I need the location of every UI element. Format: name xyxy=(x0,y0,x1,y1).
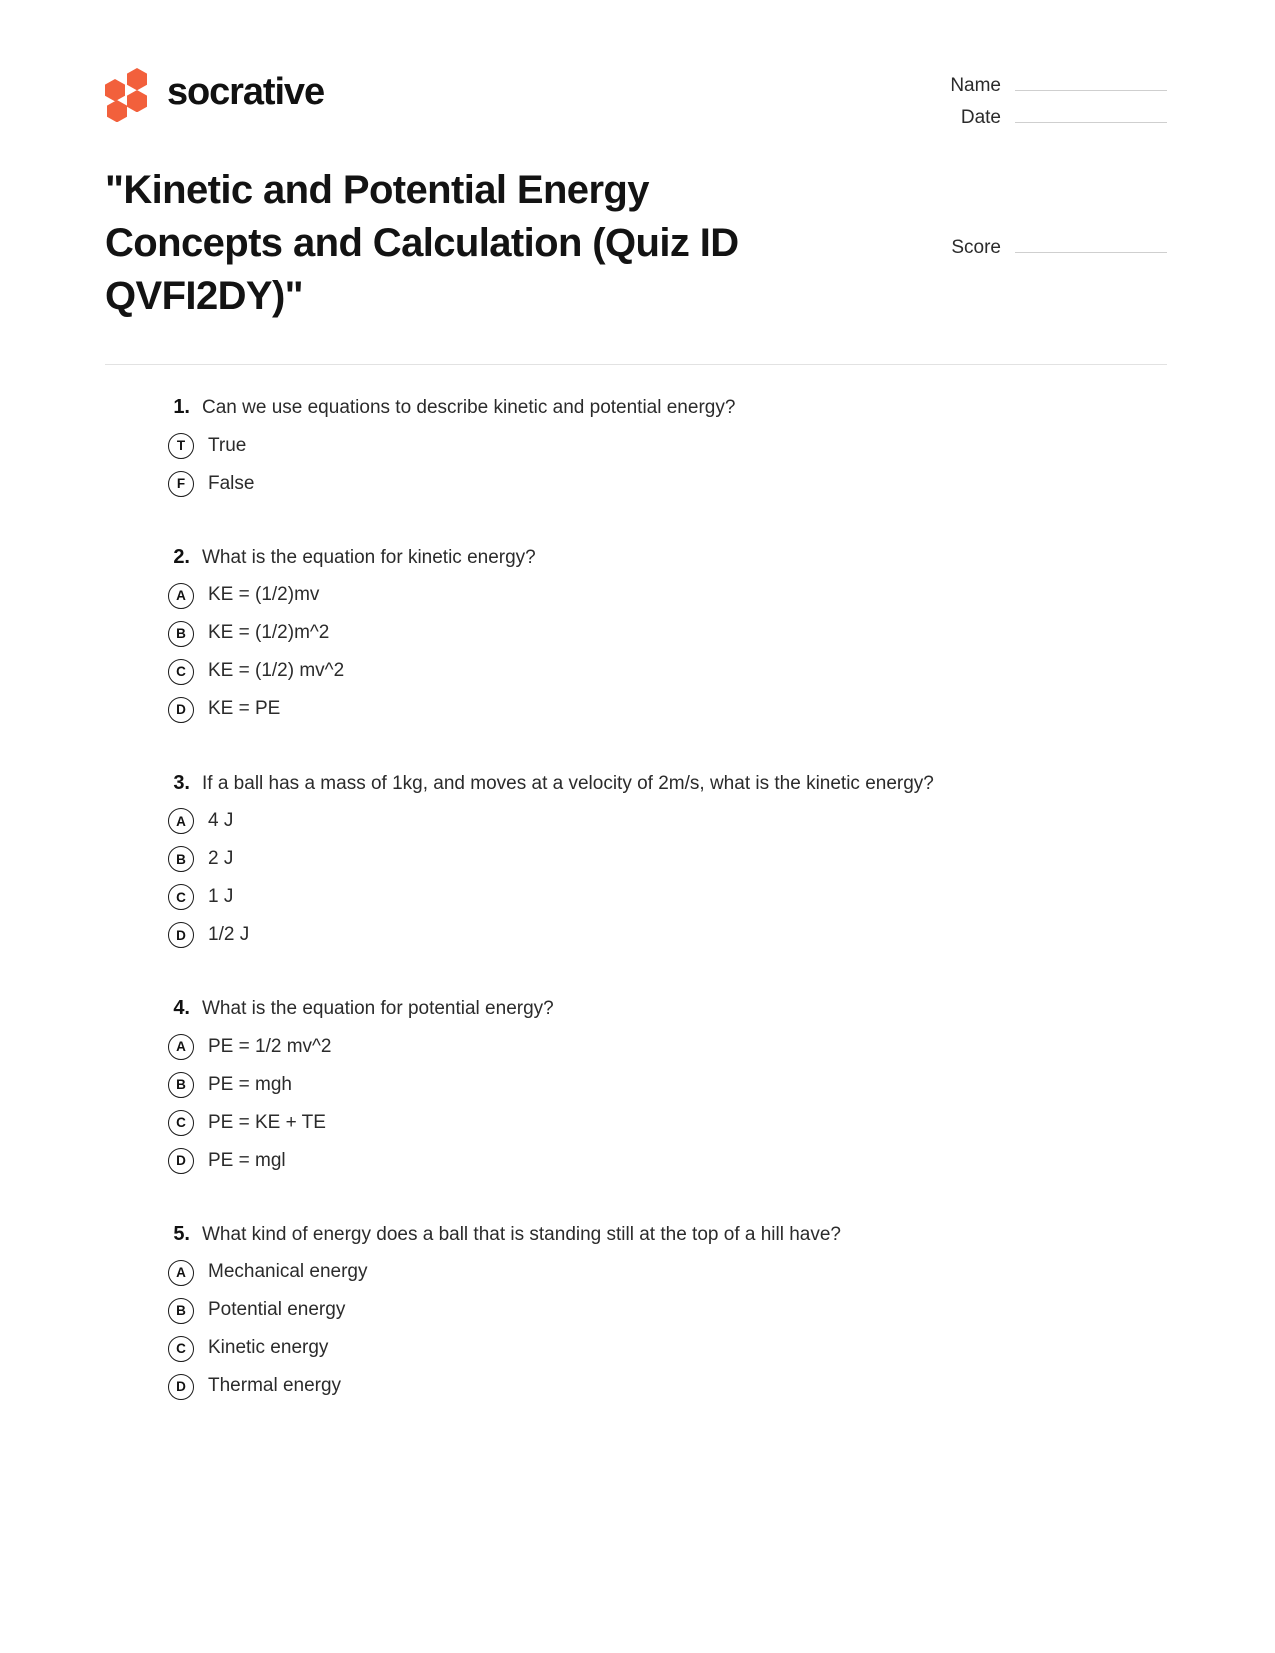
name-field-row xyxy=(912,74,1167,97)
question-header xyxy=(158,771,1167,797)
answer-choice[interactable] xyxy=(168,1298,1167,1324)
choice-label: Potential energy xyxy=(208,1299,346,1321)
choice-bubble-icon[interactable]: C xyxy=(168,884,194,910)
choice-label: KE = PE xyxy=(208,698,281,720)
choice-bubble-icon[interactable]: C xyxy=(168,659,194,685)
answer-choice[interactable] xyxy=(168,808,1167,834)
choice-label: KE = (1/2)m^2 xyxy=(208,622,330,644)
answer-choice[interactable] xyxy=(168,884,1167,910)
answer-choice[interactable] xyxy=(168,697,1167,723)
name-input-line[interactable] xyxy=(1015,74,1167,91)
answer-choice[interactable] xyxy=(168,1072,1167,1098)
choice-bubble-icon[interactable]: C xyxy=(168,1336,194,1362)
choice-label: PE = mgl xyxy=(208,1149,286,1171)
question-text: What kind of energy does a ball that is standing still at the top of a hill have? xyxy=(202,1223,841,1245)
question-text: If a ball has a mass of 1kg, and moves at a velocity of 2m/s, what is the kinetic energy? xyxy=(202,772,934,794)
answer-choice[interactable] xyxy=(168,846,1167,872)
choice-bubble-icon[interactable]: A xyxy=(168,808,194,834)
student-info-fields xyxy=(912,62,1167,138)
socrative-logo xyxy=(105,68,324,116)
answer-choice[interactable] xyxy=(168,471,1167,497)
hexagon-cluster-icon xyxy=(105,68,151,116)
score-label: Score xyxy=(951,237,1001,258)
choice-label: Kinetic energy xyxy=(208,1337,329,1359)
answer-choice[interactable] xyxy=(168,1148,1167,1174)
answer-choice[interactable] xyxy=(168,583,1167,609)
answer-choice[interactable] xyxy=(168,1336,1167,1362)
answer-choice[interactable] xyxy=(168,922,1167,948)
question-number: 3. xyxy=(173,771,190,794)
choice-bubble-icon[interactable]: B xyxy=(168,1072,194,1098)
answer-choice[interactable] xyxy=(168,659,1167,685)
choice-label: 2 J xyxy=(208,847,234,869)
question-text: What is the equation for kinetic energy? xyxy=(202,547,536,569)
choice-bubble-icon[interactable]: A xyxy=(168,1034,194,1060)
choice-label: PE = 1/2 mv^2 xyxy=(208,1035,332,1057)
question-item xyxy=(158,996,1167,1174)
score-field-wrap xyxy=(912,164,1167,268)
date-label: Date xyxy=(960,107,1001,128)
choice-label: KE = (1/2) mv^2 xyxy=(208,660,345,682)
choice-bubble-icon[interactable]: B xyxy=(168,1298,194,1324)
choice-label: KE = (1/2)mv xyxy=(208,584,320,606)
answer-choice[interactable] xyxy=(168,1034,1167,1060)
page-title: "Kinetic and Potential Energy Concepts and Calculation (Quiz ID QVFI2DY)" xyxy=(105,168,739,318)
choice-bubble-icon[interactable]: D xyxy=(168,1374,194,1400)
question-item xyxy=(158,1222,1167,1400)
answer-choice[interactable] xyxy=(168,621,1167,647)
questions-list xyxy=(0,365,1275,1399)
choice-bubble-icon[interactable]: D xyxy=(168,922,194,948)
brand-wordmark: socrative xyxy=(167,71,324,113)
name-label: Name xyxy=(950,75,1001,96)
question-number: 2. xyxy=(173,546,190,569)
hexagon-icon xyxy=(105,79,125,101)
question-header xyxy=(158,996,1167,1022)
question-number: 5. xyxy=(173,1222,190,1245)
choice-bubble-icon[interactable]: F xyxy=(168,471,194,497)
choice-bubble-icon[interactable]: D xyxy=(168,697,194,723)
question-header xyxy=(158,1222,1167,1248)
question-item xyxy=(158,395,1167,497)
answer-choice[interactable] xyxy=(168,433,1167,459)
choice-bubble-icon[interactable]: C xyxy=(168,1110,194,1136)
score-field-row xyxy=(912,236,1167,259)
question-item xyxy=(158,771,1167,949)
question-text: What is the equation for potential energy? xyxy=(202,998,554,1020)
answer-choice[interactable] xyxy=(168,1110,1167,1136)
choice-label: True xyxy=(208,434,247,456)
date-field-row xyxy=(912,106,1167,129)
question-header xyxy=(158,395,1167,421)
choice-bubble-icon[interactable]: B xyxy=(168,621,194,647)
question-number: 4. xyxy=(173,997,190,1020)
question-number: 1. xyxy=(173,396,190,419)
page-header xyxy=(0,0,1275,138)
choice-label: 1/2 J xyxy=(208,923,250,945)
choice-bubble-icon[interactable]: A xyxy=(168,1260,194,1286)
answer-choice[interactable] xyxy=(168,1260,1167,1286)
choice-label: False xyxy=(208,472,255,494)
choice-label: 4 J xyxy=(208,809,234,831)
title-block xyxy=(0,138,1275,322)
choice-bubble-icon[interactable]: B xyxy=(168,846,194,872)
choice-bubble-icon[interactable]: D xyxy=(168,1148,194,1174)
choice-label: Thermal energy xyxy=(208,1375,342,1397)
hexagon-icon xyxy=(127,90,147,112)
date-input-line[interactable] xyxy=(1015,106,1167,123)
answer-choice[interactable] xyxy=(168,1374,1167,1400)
choice-label: PE = KE + TE xyxy=(208,1111,326,1133)
choice-label: Mechanical energy xyxy=(208,1261,368,1283)
question-text: Can we use equations to describe kinetic and potential energy? xyxy=(202,397,736,419)
choice-bubble-icon[interactable]: T xyxy=(168,433,194,459)
hexagon-icon xyxy=(127,68,147,90)
question-header xyxy=(158,545,1167,571)
choice-label: PE = mgh xyxy=(208,1073,292,1095)
hexagon-icon xyxy=(107,100,127,122)
question-item xyxy=(158,545,1167,723)
choice-bubble-icon[interactable]: A xyxy=(168,583,194,609)
choice-label: 1 J xyxy=(208,885,234,907)
score-input-line[interactable] xyxy=(1015,236,1167,253)
